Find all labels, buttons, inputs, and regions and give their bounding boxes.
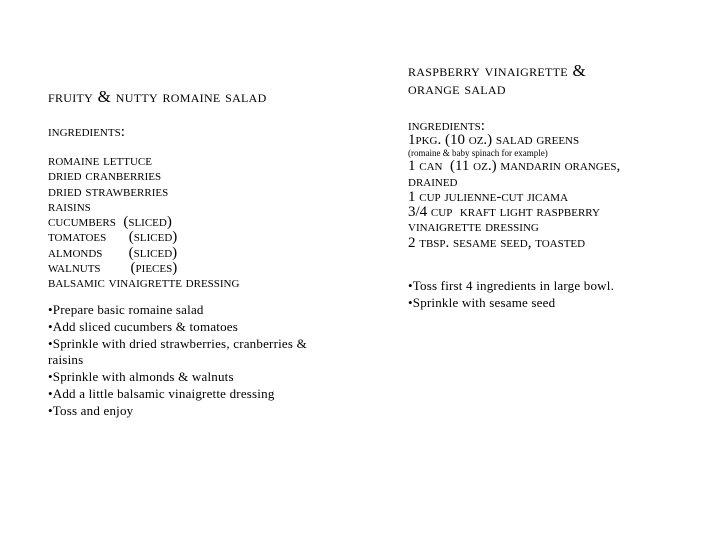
step-text: Sprinkle with sesame seed xyxy=(412,294,556,310)
step-text: Sprinkle with dried strawberries, cranberries & raisins xyxy=(48,335,307,368)
step-item xyxy=(48,319,318,336)
step-item xyxy=(48,386,318,403)
ingredient-item: 2 tbsp. sesame seed, toasted xyxy=(408,234,586,251)
recipe-title-line1: raspberry vinaigrette & xyxy=(408,61,586,80)
step-text: Add a little balsamic vinaigrette dressing xyxy=(52,385,275,401)
step-item xyxy=(408,295,698,312)
ingredient-item: drained xyxy=(408,173,458,190)
step-text: Prepare basic romaine salad xyxy=(52,302,204,317)
ingredients-heading: ingredients: xyxy=(408,118,485,134)
ingredient-item: 1 can (11 oz.) mandarin oranges, xyxy=(408,158,621,175)
bullet-icon: • xyxy=(48,369,53,385)
bullet-icon: • xyxy=(48,318,53,334)
ingredients-list xyxy=(48,154,239,292)
ingredient-item: 3/4 cup kraft light raspberry xyxy=(408,204,600,221)
step-item xyxy=(48,403,318,420)
bullet-icon: • xyxy=(48,402,53,418)
ingredient-item: dried cranberries xyxy=(48,168,162,185)
ingredients-list xyxy=(408,133,620,251)
steps-list xyxy=(48,302,318,420)
ingredient-item: 1 cup julienne-cut jicama xyxy=(408,188,569,205)
ingredients-heading: ingredients: xyxy=(48,124,125,140)
step-text: Toss first 4 ingredients in large bowl. xyxy=(412,278,615,293)
ingredient-item: raisins xyxy=(48,198,91,215)
bullet-icon: • xyxy=(408,278,413,293)
step-text: Sprinkle with almonds & walnuts xyxy=(52,369,234,385)
step-item xyxy=(48,336,318,370)
ingredient-item: dried strawberries xyxy=(48,183,169,200)
ingredient-item: cucumbers (sliced) xyxy=(48,214,172,231)
bullet-icon: • xyxy=(48,385,53,401)
step-text: Add sliced cucumbers & tomatoes xyxy=(52,318,239,334)
bullet-icon: • xyxy=(48,302,53,317)
recipe-title-line2: orange salad xyxy=(408,79,506,98)
step-item xyxy=(48,369,318,386)
ingredient-item: romaine lettuce xyxy=(48,153,152,169)
ingredient-note: (romaine & baby spinach for example) xyxy=(408,148,548,159)
ingredient-item: tomatoes (sliced) xyxy=(48,229,178,246)
bullet-icon: • xyxy=(48,335,53,351)
ingredient-item: 1pkg. (10 oz.) salad greens xyxy=(408,132,580,148)
step-item xyxy=(408,278,698,295)
ingredient-item: almonds (sliced) xyxy=(48,244,178,261)
ingredient-item: balsamic vinaigrette dressing xyxy=(48,275,240,292)
ingredient-item: vinaigrette dressing xyxy=(408,219,539,236)
step-text: Toss and enjoy xyxy=(52,402,134,418)
bullet-icon: • xyxy=(408,294,413,310)
step-item xyxy=(48,302,318,319)
ingredient-item: walnuts (pieces) xyxy=(48,260,178,277)
steps-list xyxy=(408,278,698,312)
recipe-title: fruity & nutty romaine salad xyxy=(48,87,267,106)
